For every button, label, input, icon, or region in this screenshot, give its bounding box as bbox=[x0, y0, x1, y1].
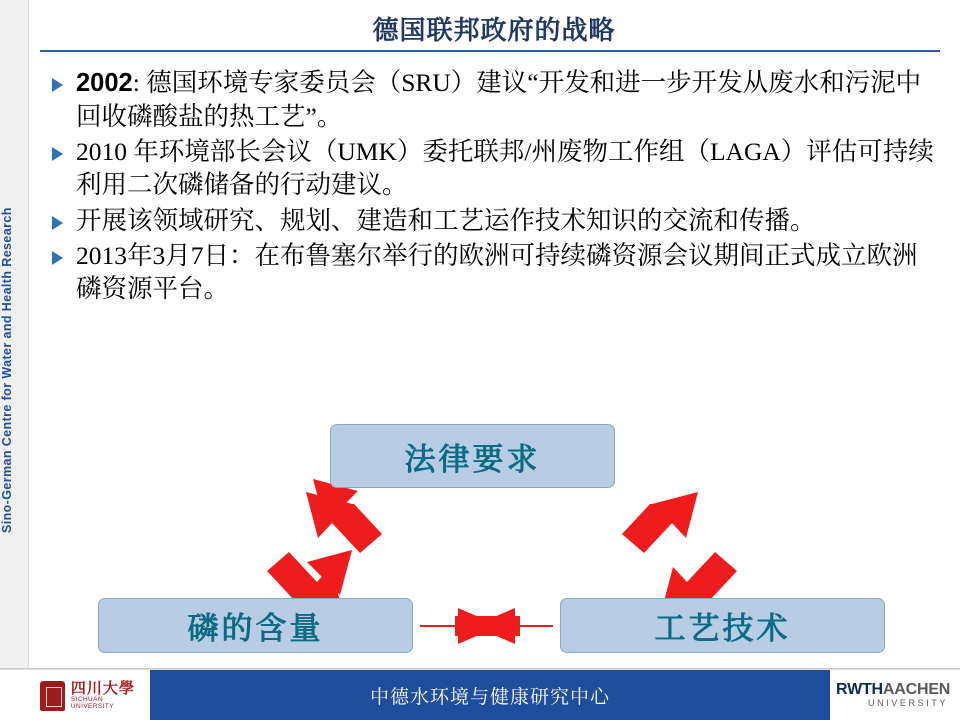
bullet-triangle-icon bbox=[52, 204, 76, 233]
diagram-node-phosphorus-content: 磷的含量 bbox=[98, 598, 413, 653]
rwth-logo-main: RWTH bbox=[836, 680, 883, 698]
list-item bbox=[52, 66, 942, 133]
sidebar-strip bbox=[0, 0, 29, 720]
footer bbox=[0, 669, 960, 720]
triangle-diagram bbox=[60, 408, 940, 668]
bullet-text-3: 开展该领域研究、规划、建造和工艺运作技术知识的交流和传播。 bbox=[76, 205, 816, 235]
bullet-text-2: 2010 年环境部长会议（UMK）委托联邦/州废物工作组（LAGA）评估可持续利用二次磷储备的行动建议。 bbox=[76, 137, 934, 200]
page-title: 德国联邦政府的战略 bbox=[372, 15, 616, 45]
title-divider bbox=[40, 50, 940, 52]
footer-center-text: 中德水环境与健康研究中心 bbox=[150, 670, 830, 720]
list-item bbox=[52, 135, 942, 201]
bullet-list bbox=[52, 66, 942, 307]
rwth-logo-line2: UNIVERSITY bbox=[867, 697, 948, 708]
diagram-node-legal-requirements: 法律要求 bbox=[330, 424, 615, 488]
bullet-triangle-icon bbox=[52, 239, 76, 268]
sidebar-vertical-label: Sino-German Centre for Water and Health Research bbox=[0, 207, 14, 533]
sichuan-logo-en: SICHUAN UNIVERSITY bbox=[70, 696, 114, 710]
list-item bbox=[52, 239, 942, 305]
sichuan-seal-icon bbox=[40, 681, 65, 711]
bullet-lead-1: 2002 bbox=[76, 69, 133, 97]
bullet-text-1: : 德国环境专家委员会（SRU）建议“开发和进一步开发从废水和污泥中回收磷酸盐的热工艺”。 bbox=[76, 68, 922, 132]
list-item bbox=[52, 204, 942, 237]
sichuan-university-logo bbox=[40, 676, 145, 716]
sichuan-logo-cn: 四川大學 bbox=[70, 680, 135, 698]
rwth-logo-sub: AACHEN bbox=[882, 680, 951, 698]
rwth-aachen-logo bbox=[836, 680, 951, 710]
bullet-triangle-icon bbox=[52, 66, 76, 95]
diagram-node-process-technology: 工艺技术 bbox=[560, 598, 885, 653]
bullet-text-4: 2013年3月7日：在布鲁塞尔举行的欧洲可持续磷资源会议期间正式成立欧洲磷资源平台。 bbox=[76, 240, 918, 303]
bullet-triangle-icon bbox=[52, 135, 76, 164]
